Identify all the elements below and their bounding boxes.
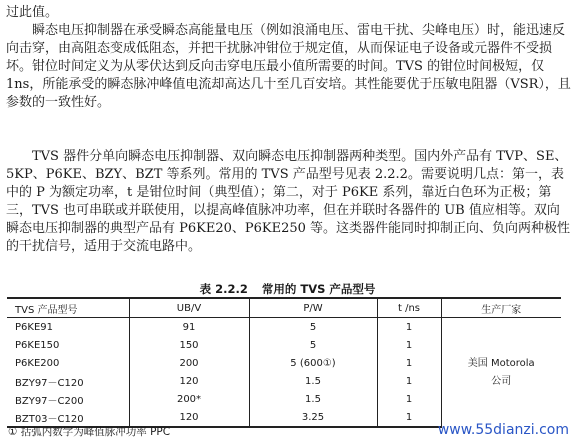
tvs-product-table — [7, 297, 561, 428]
header-time: t /ns — [377, 298, 441, 318]
cell-ub: 200* — [129, 390, 249, 408]
table-footnote: ① 括弧内数字为峰值脉冲功率 PPC — [8, 426, 171, 438]
cell-ub: 200 — [129, 354, 249, 372]
cell-power: 3.25 — [249, 408, 377, 427]
cell-ub: 120 — [129, 408, 249, 427]
cell-ub: 91 — [129, 318, 249, 337]
cell-model: BZY97－C200 — [7, 390, 129, 408]
paragraph-continuation: 过此值。 — [6, 5, 59, 20]
cell-model: P6KE150 — [7, 336, 129, 354]
cell-model: P6KE91 — [7, 318, 129, 337]
cell-time: 1 — [377, 390, 441, 408]
header-power: P/W — [249, 298, 377, 318]
cell-model: P6KE200 — [7, 354, 129, 372]
cell-ub: 120 — [129, 372, 249, 390]
cell-power: 5 — [249, 318, 377, 337]
manufacturer-suffix: 公司 — [491, 375, 512, 387]
header-ub: UB/V — [129, 298, 249, 318]
cell-power: 5 (600①) — [249, 354, 377, 372]
cell-time: 1 — [377, 408, 441, 427]
header-model: TVS 产品型号 — [7, 298, 129, 318]
paragraph-tvs-types: TVS 器件分单向瞬态电压抑制器、双向瞬态电压抑制器两种类型。国内外产品有 TVP、SE、5KP、P6KE、BZY、BZT 等系列。常用的 TVS 产品型号见表 2.2.2。需要说明几点：第一，表中的 P 为额定功率，t 是钳位时间（典型值）；第二，对于 P6KE 系列，靠近白色环为正极；第三，TVS 也可串联或并联使用，以提高峰值脉冲功率，但在并联时各器件的 UB 值应相等。双向瞬态电压抑制器的典型产品有 P6KE20、P6KE250 等。这类器件能同时抑制正向、负向两种极性的干扰信号，适用于交流电路中。 — [6, 149, 571, 254]
cell-power: 1.5 — [249, 372, 377, 390]
manufacturer-name: 美国 Motorola — [467, 357, 535, 369]
cell-manufacturer — [441, 318, 561, 428]
cell-time: 1 — [377, 336, 441, 354]
table-title: 常用的 TVS 产品型号 — [261, 282, 376, 296]
cell-ub: 150 — [129, 336, 249, 354]
site-watermark: www.55dianzi.com — [437, 422, 569, 438]
table-row — [7, 318, 561, 337]
table-caption — [0, 281, 575, 297]
cell-time: 1 — [377, 354, 441, 372]
header-manufacturer: 生产厂家 — [441, 298, 561, 318]
cell-model: BZT03－C120 — [7, 408, 129, 427]
paragraph-tvs-definition: 瞬态电压抑制器在承受瞬态高能量电压（例如浪涌电压、雷电干扰、尖峰电压）时，能迅速反向击穿，由高阻态变成低阻态，并把干扰脉冲钳位于规定值，从而保证电子设备或元器件不受损坏。钳位时间定义为从零伏达到反向击穿电压最小值所需要的时间。TVS 的钳位时间极短，仅 1ns，所能承受的瞬态脉冲峰值电流却高达几十至几百安培。其性能要优于压敏电阻器（VSR），且参数的一致性好。 — [6, 23, 571, 110]
cell-power: 1.5 — [249, 390, 377, 408]
table-number: 表 2.2.2 — [199, 282, 248, 296]
cell-time: 1 — [377, 372, 441, 390]
cell-time: 1 — [377, 318, 441, 337]
cell-power: 5 — [249, 336, 377, 354]
cell-model: BZY97－C120 — [7, 372, 129, 390]
table-header-row — [7, 298, 561, 318]
